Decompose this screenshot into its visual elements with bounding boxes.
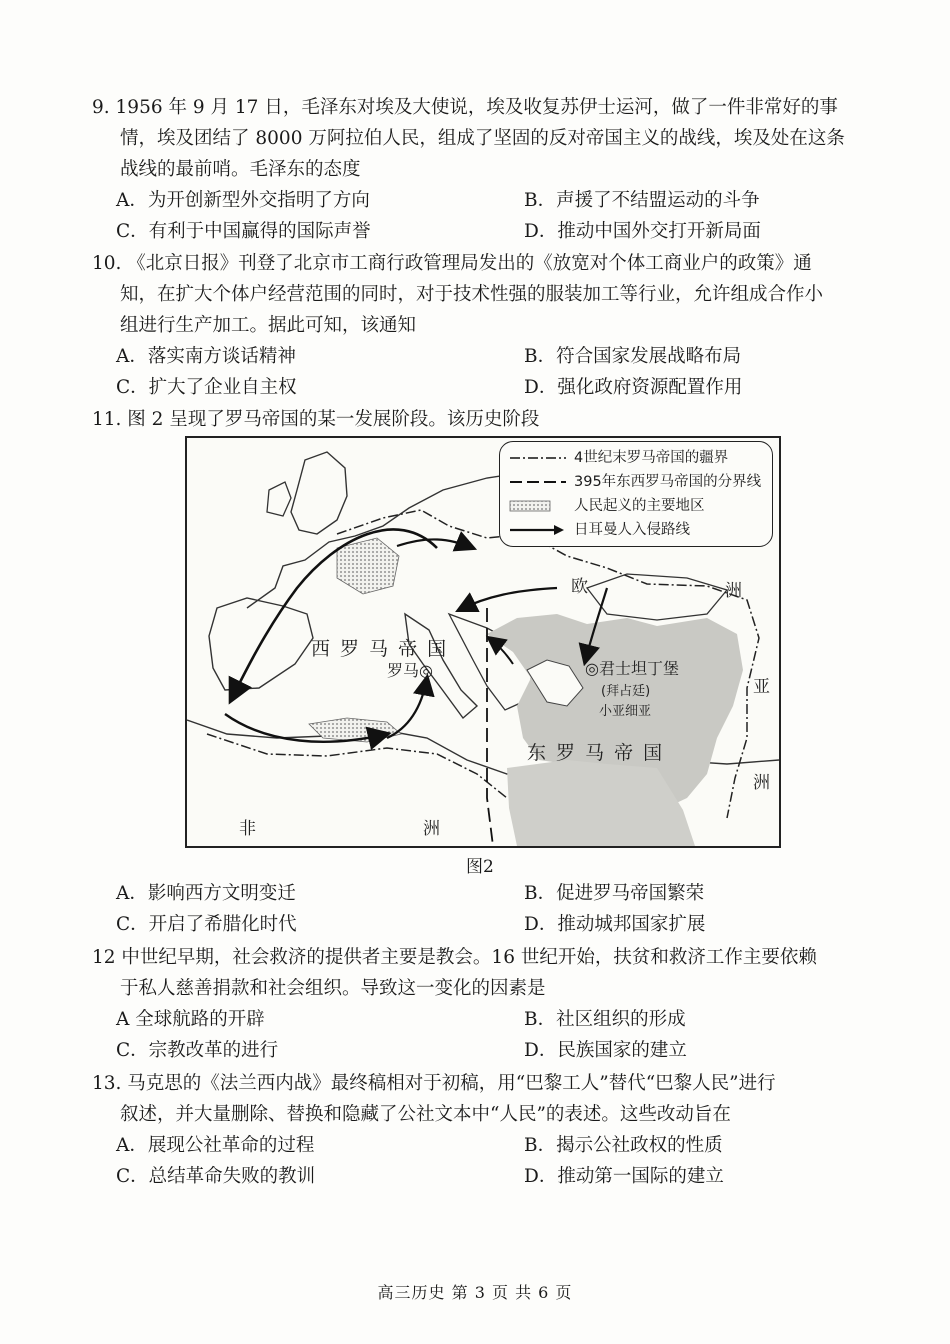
option-d[interactable]: D．民族国家的建立 xyxy=(524,1040,687,1061)
question-stem: 10. 《北京日报》刊登了北京市工商行政管理局发出的《放宽对个体工商业户的政策》通 xyxy=(92,253,812,274)
question-stem: 12 中世纪早期，社会救济的提供者主要是教会。16 世纪开始，扶贫和救济工作主要依赖 xyxy=(92,947,817,968)
map-legend xyxy=(499,441,773,547)
option-c[interactable]: C．开启了希腊化时代 xyxy=(116,914,297,935)
figure-caption: 图2 xyxy=(466,857,494,877)
question-stem: 于私人慈善捐款和社会组织。导致这一变化的因素是 xyxy=(120,978,546,999)
constantinople-label: ◎君士坦丁堡 xyxy=(585,659,679,678)
legend-item: 人民起义的主要地区 xyxy=(508,496,705,516)
question-9 xyxy=(92,92,882,247)
question-stem: 战线的最前哨。毛泽东的态度 xyxy=(120,159,361,180)
option-c[interactable]: C．宗教改革的进行 xyxy=(116,1040,279,1061)
africa-label-2: 洲 xyxy=(423,819,440,839)
question-11 xyxy=(92,404,882,435)
east-empire-label: 东 罗 马 帝 国 xyxy=(527,742,665,764)
question-stem: 9. 1956 年 9 月 17 日，毛泽东对埃及大使说，埃及收复苏伊士运河，做了一件非常好的事 xyxy=(92,97,838,118)
ireland-outline xyxy=(267,482,291,516)
invasion-arrow-icon xyxy=(508,523,568,537)
uprising-area-gaul xyxy=(337,538,399,594)
europe-label: 欧 xyxy=(571,577,588,597)
division-line xyxy=(487,608,493,846)
question-stem: 13. 马克思的《法兰西内战》最终稿相对于初稿，用“巴黎工人”替代“巴黎人民”进行 xyxy=(92,1073,776,1094)
uprising-area-icon xyxy=(508,499,568,513)
black-sea xyxy=(587,574,727,620)
asia-minor-label: 小亚细亚 xyxy=(599,704,652,719)
option-b[interactable]: B．社区组织的形成 xyxy=(524,1009,686,1030)
continent-label: 洲 xyxy=(725,581,742,601)
division-line-icon xyxy=(508,475,568,489)
empire-boundary-africa xyxy=(207,734,507,798)
boundary-line-icon xyxy=(508,451,568,465)
option-b[interactable]: B．揭示公社政权的性质 xyxy=(524,1135,723,1156)
legend-item: 4世纪末罗马帝国的疆界 xyxy=(508,448,728,468)
option-a[interactable]: A．影响西方文明变迁 xyxy=(116,883,296,904)
question-stem: 组进行生产加工。据此可知，该通知 xyxy=(120,315,417,336)
asia-label-2: 洲 xyxy=(753,773,770,793)
question-10 xyxy=(92,248,882,403)
britain-outline xyxy=(291,452,347,534)
option-d[interactable]: D．推动第一国际的建立 xyxy=(524,1166,724,1187)
africa-label: 非 xyxy=(239,819,256,839)
option-a[interactable]: A．为开创新型外交指明了方向 xyxy=(116,190,370,211)
invasion-route-5 xyxy=(459,588,557,610)
option-b[interactable]: B．符合国家发展战略布局 xyxy=(524,346,742,367)
option-a[interactable]: A 全球航路的开辟 xyxy=(116,1009,265,1030)
page-footer: 高三历史 第 3 页 共 6 页 xyxy=(377,1283,573,1302)
legend-item: 日耳曼人入侵路线 xyxy=(508,520,690,540)
option-b[interactable]: B．声援了不结盟运动的斗争 xyxy=(524,190,760,211)
question-13 xyxy=(92,1068,882,1192)
question-stem: 11. 图 2 呈现了罗马帝国的某一发展阶段。该历史阶段 xyxy=(92,409,540,430)
legend-item: 395年东西罗马帝国的分界线 xyxy=(508,472,761,492)
byzantium-label: (拜占廷) xyxy=(601,684,651,699)
rome-label: 罗马◎ xyxy=(387,661,433,680)
roman-empire-map xyxy=(185,436,781,848)
option-b[interactable]: B．促进罗马帝国繁荣 xyxy=(524,883,705,904)
option-c[interactable]: C．总结革命失败的教训 xyxy=(116,1166,316,1187)
option-a[interactable]: A．落实南方谈话精神 xyxy=(116,346,296,367)
option-d[interactable]: D．强化政府资源配置作用 xyxy=(524,377,743,398)
option-d[interactable]: D．推动城邦国家扩展 xyxy=(524,914,706,935)
west-empire-label: 西 罗 马 帝 国 xyxy=(311,638,449,660)
option-d[interactable]: D．推动中国外交打开新局面 xyxy=(524,221,761,242)
option-c[interactable]: C．扩大了企业自主权 xyxy=(116,377,297,398)
question-stem: 叙述，并大量删除、替换和隐藏了公社文本中“人民”的表述。这些改动旨在 xyxy=(120,1104,731,1125)
option-a[interactable]: A．展现公社革命的过程 xyxy=(116,1135,315,1156)
question-11-options xyxy=(92,878,882,940)
question-12 xyxy=(92,942,882,1066)
option-c[interactable]: C．有利于中国赢得的国际声誉 xyxy=(116,221,371,242)
question-stem: 情，埃及团结了 8000 万阿拉伯人民，组成了坚固的反对帝国主义的战线，埃及处在这条 xyxy=(120,128,845,149)
asia-label: 亚 xyxy=(753,677,770,697)
question-stem: 知，在扩大个体户经营范围的同时，对于技术性强的服装加工等行业，允许组成合作小 xyxy=(120,284,824,305)
